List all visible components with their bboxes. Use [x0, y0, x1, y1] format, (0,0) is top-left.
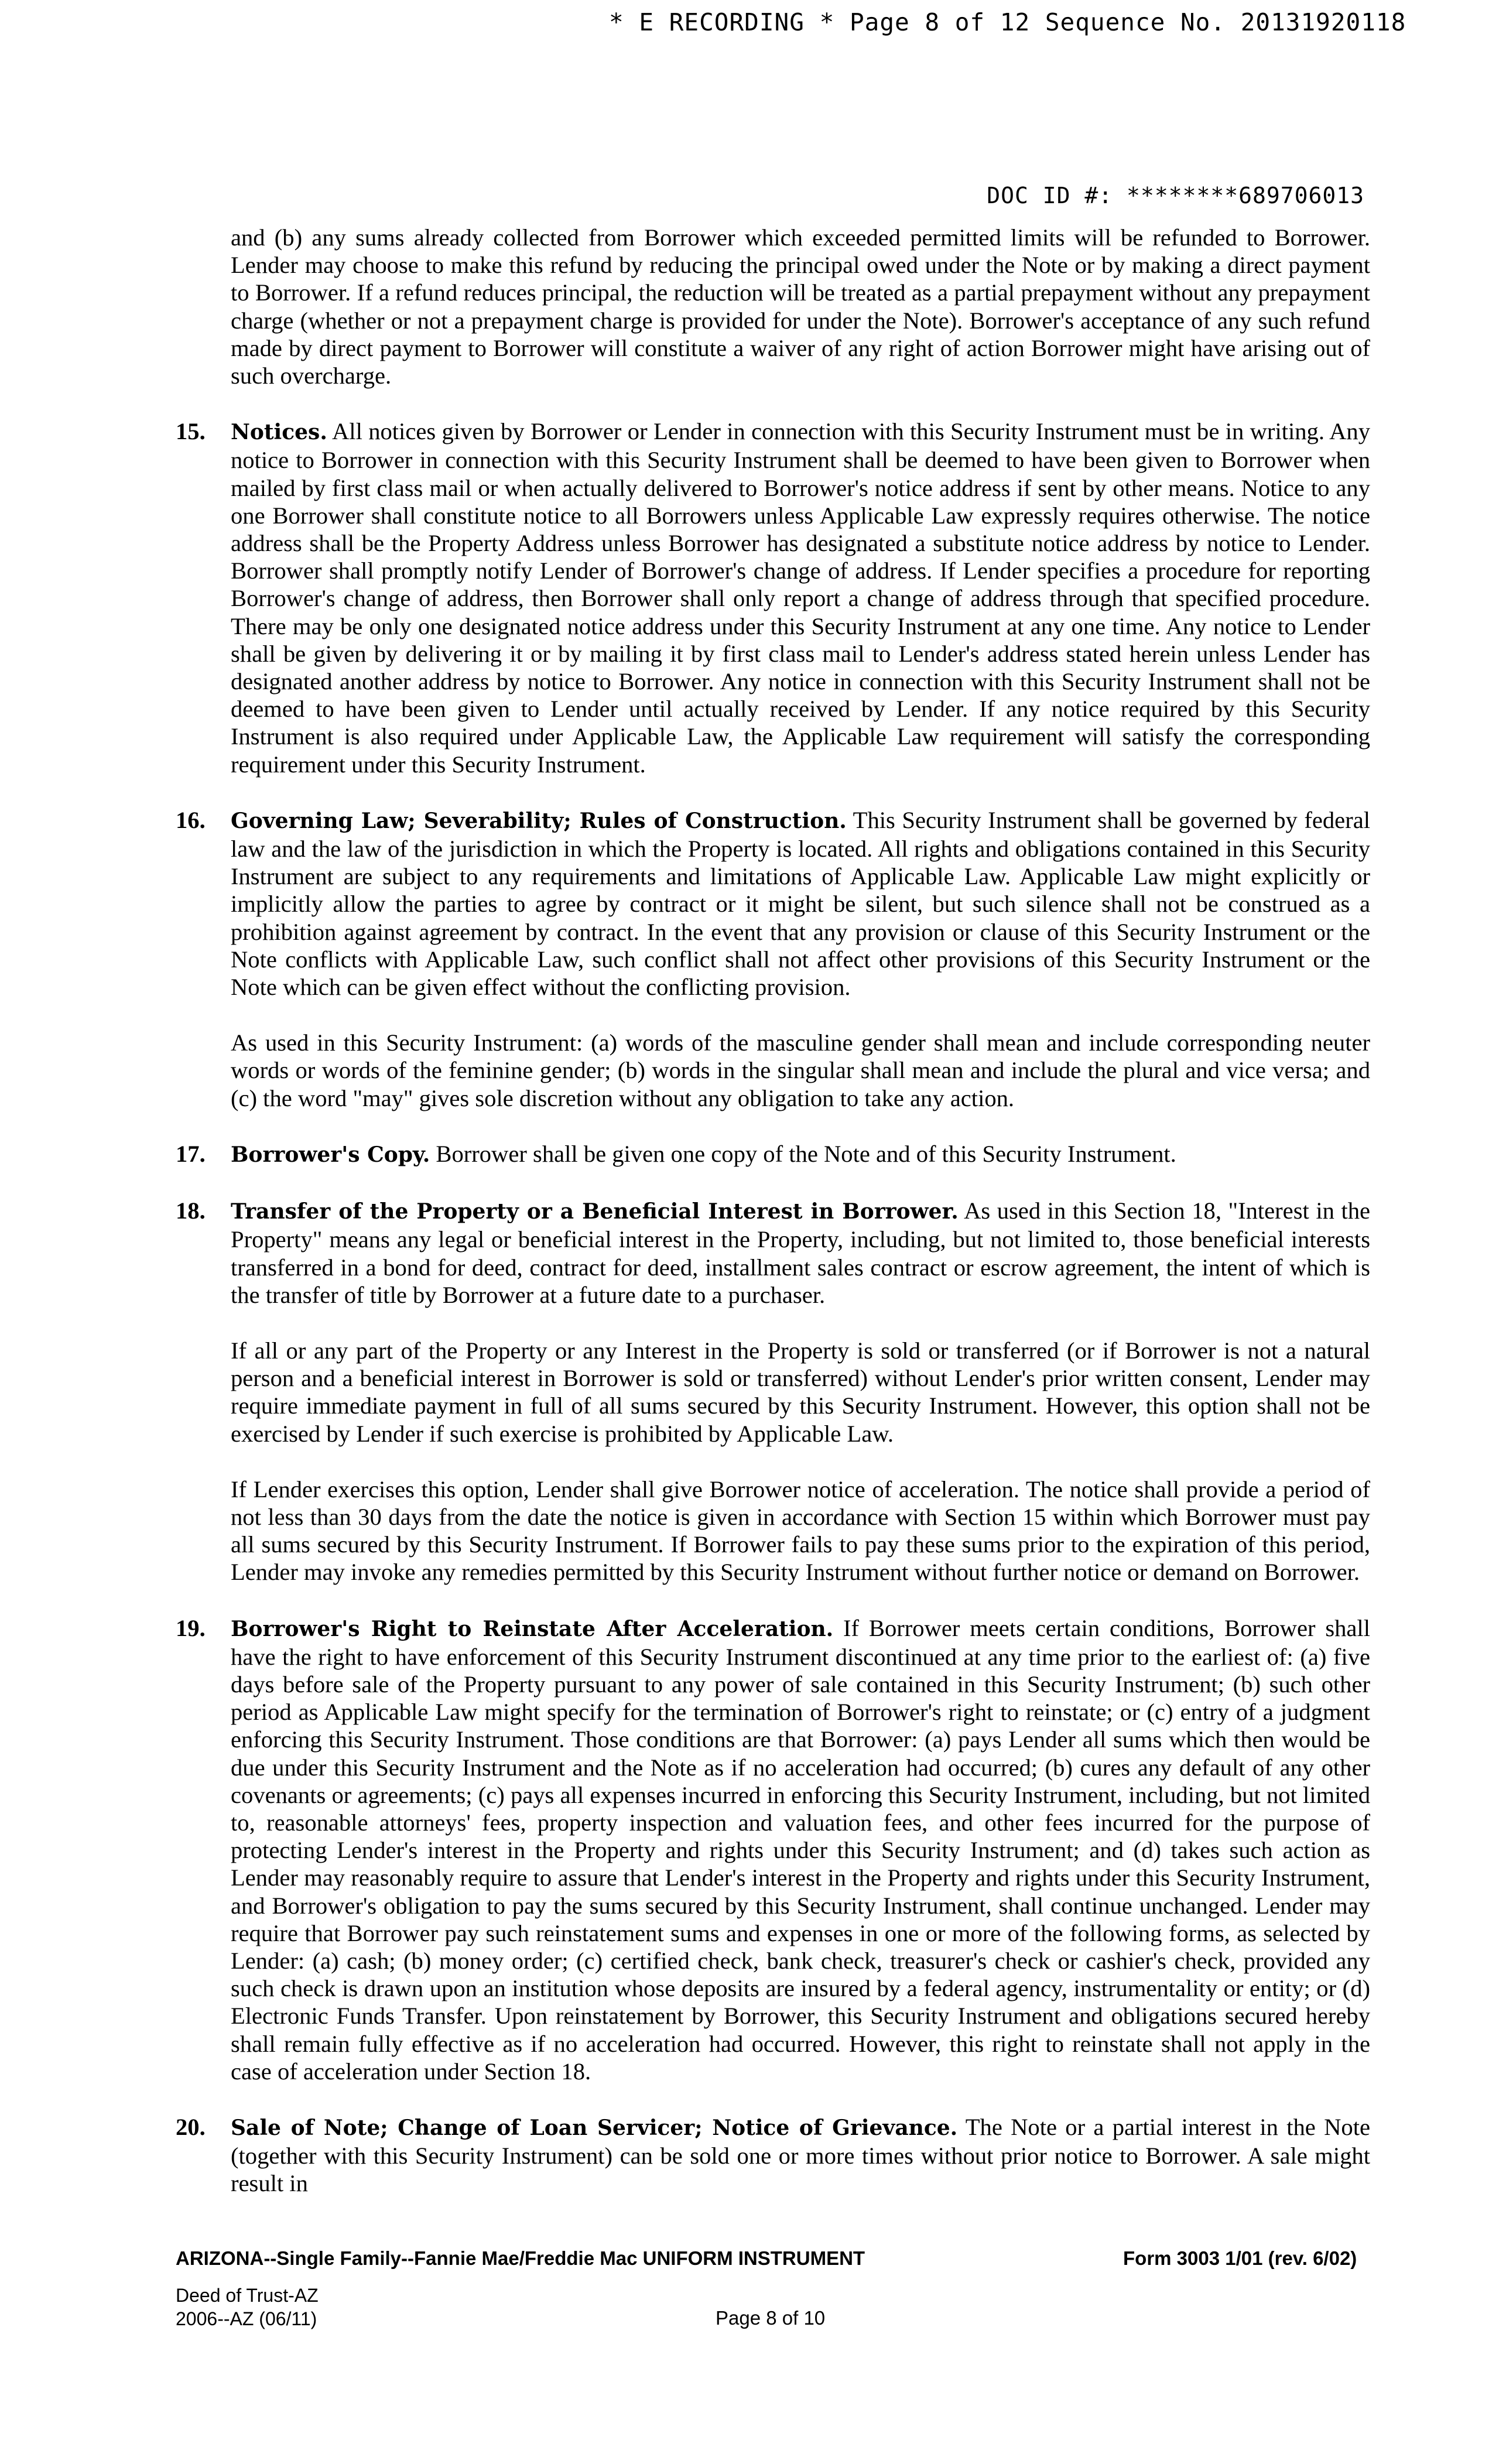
section-text: This Security Instrument shall be governed by federal law and the law of the jurisdiction in which the Property is located. All rights and obligations contained in this Security Instrument are subject to any requirements and limitations of Applicable Law. Applicable Law might explicitly or implicitly allow the parties to agree by contract or it might be silent, but such silence shall not be construed as a prohibition against agreement by contract. In the event that any provision or clause of this Security Instrument or the Note conflicts with Applicable Law, such conflict shall not affect other provisions of this Security Instrument or the Note which can be given effect without the conflicting provision.	[231, 806, 1370, 1001]
footer-doc-code: 2006--AZ (06/11)	[176, 2308, 317, 2329]
section-text: All notices given by Borrower or Lender in connection with this Security Instrument must be in writing. Any notice to Borrower in connection with this Security Instrument shall be deemed to have been given to Borrower when mailed by first class mail or when actually delivered to Borrower's notice address if sent by other means. Notice to any one Borrower shall constitute notice to all Borrowers unless Applicable Law expressly requires otherwise. The notice address shall be the Property Address unless Borrower has designated a substitute notice address by notice to Lender. Borrower shall promptly notify Lender of Borrower's change of address. If Lender specifies a procedure for reporting Borrower's change of address, then Borrower shall only report a change of address through that specified procedure. There may be only one designated notice address under this Security Instrument at any one time. Any notice to Lender shall be given by delivering it or by mailing it by first class mail to Lender's address stated herein unless Lender has designated another address by notice to Borrower. Any notice in connection with this Security Instrument shall not be deemed to have been given to Lender until actually received by Lender. If any notice required by this Security Instrument is also required under Applicable Law, the Applicable Law requirement will satisfy the corresponding requirement under this Security Instrument.	[231, 418, 1370, 778]
document-body	[176, 224, 1371, 2198]
section-text: If Lender exercises this option, Lender shall give Borrower notice of acceleration. The notice shall provide a period of not less than 30 days from the date the notice is given in accordance with Section 15 within which Borrower must pay all sums secured by this Security Instrument. If Borrower fails to pay these sums prior to the expiration of this period, Lender may invoke any remedies permitted by this Security Instrument without further notice or demand on Borrower.	[231, 1476, 1370, 1586]
section-number: 15.	[176, 418, 206, 445]
section-18	[176, 1197, 1371, 1586]
continuation-paragraph: and (b) any sums already collected from Borrower which exceeded permitted limits will be refunded to Borrower. Lender may choose to make this refund by reducing the principal owed under the Note or by making a direct payment to Borrower. If a refund reduces principal, the reduction will be treated as a partial prepayment without any prepayment charge (whether or not a prepayment charge is provided for under the Note). Borrower's acceptance of any such refund made by direct payment to Borrower will constitute a waiver of any right of action Borrower might have arising out of such overcharge.	[231, 224, 1370, 389]
section-15	[176, 417, 1370, 778]
section-19	[176, 1614, 1370, 2085]
section-text: As used in this Security Instrument: (a) words of the masculine gender shall mean and include corresponding neuter words or words of the feminine gender; (b) words in the singular shall mean and include the plural and vice versa; and (c) the word "may" gives sole discretion without any obligation to take any action.	[231, 1029, 1370, 1111]
section-text: If all or any part of the Property or any Interest in the Property is sold or transferred (or if Borrower is not a natural person and a beneficial interest in Borrower is sold or transferred) without Lender's prior written consent, Lender may require immediate payment in full of all sums secured by this Security Instrument. However, this option shall not be exercised by Lender if such exercise is prohibited by Applicable Law.	[231, 1337, 1370, 1447]
section-text: The Note or a partial interest in the Note (together with this Security Instrument) can be sold one or more times without prior notice to Borrower. A sale might result in	[231, 2113, 1370, 2197]
section-number: 16.	[176, 806, 206, 833]
footer-doc-info	[176, 2284, 319, 2330]
footer-page-number: Page 8 of 10	[716, 2307, 826, 2329]
footer-instrument: ARIZONA--Single Family--Fannie Mae/Freddie Mac UNIFORM INSTRUMENT	[176, 2247, 865, 2269]
section-heading: Borrower's Copy.	[231, 1142, 430, 1167]
section-text: As used in this Section 18, "Interest in the Property" means any legal or beneficial interest in the Property, including, but not limited to, those beneficial interests transferred in a bond for deed, contract for deed, installment sales contract or escrow agreement, the intent of which is the transfer of title by Borrower at a future date to a purchaser.	[231, 1197, 1371, 1308]
section-text: Borrower shall be given one copy of the Note and of this Security Instrument.	[436, 1140, 1176, 1167]
section-number: 18.	[176, 1197, 206, 1224]
section-number: 20.	[176, 2113, 206, 2140]
section-16	[176, 806, 1370, 1112]
doc-id: DOC ID #: ********689706013	[987, 183, 1364, 208]
section-heading: Governing Law; Severability; Rules of Construction.	[231, 808, 847, 833]
section-17	[176, 1140, 1370, 1169]
footer-form-number: Form 3003 1/01 (rev. 6/02)	[1123, 2247, 1357, 2269]
footer-doc-type: Deed of Trust-AZ	[176, 2285, 319, 2306]
section-heading: Sale of Note; Change of Loan Servicer; Notice of Grievance.	[231, 2115, 958, 2140]
section-number: 19.	[176, 1614, 206, 1641]
section-number: 17.	[176, 1140, 206, 1167]
section-text: If Borrower meets certain conditions, Borrower shall have the right to have enforcement of this Security Instrument discontinued at any time prior to the earliest of: (a) five days before sale of the Property pursuant to any power of sale contained in this Security Instrument; (b) such other period as Applicable Law might specify for the termination of Borrower's right to reinstate; or (c) entry of a judgment enforcing this Security Instrument. Those conditions are that Borrower: (a) pays Lender all sums which then would be due under this Security Instrument and the Note as if no acceleration had occurred; (b) cures any default of any other covenants or agreements; (c) pays all expenses incurred in enforcing this Security Instrument, including, but not limited to, reasonable attorneys' fees, property inspection and valuation fees, and other fees incurred for the purpose of protecting Lender's interest in the Property and rights under this Security Instrument; and (d) takes such action as Lender may reasonably require to assure that Lender's interest in the Property and rights under this Security Instrument, and Borrower's obligation to pay the sums secured by this Security Instrument, shall continue unchanged. Lender may require that Borrower pay such reinstatement sums and expenses in one or more of the following forms, as selected by Lender: (a) cash; (b) money order; (c) certified check, bank check, treasurer's check or cashier's check, provided any such check is drawn upon an institution whose deposits are insured by a federal agency, instrumentality or entity; or (d) Electronic Funds Transfer. Upon reinstatement by Borrower, this Security Instrument and obligations secured hereby shall remain fully effective as if no acceleration had occurred. However, this right to reinstate shall not apply in the case of acceleration under Section 18.	[231, 1614, 1370, 2085]
section-heading: Borrower's Right to Reinstate After Acceleration.	[231, 1616, 834, 1641]
section-heading: Notices.	[231, 420, 327, 445]
recording-header: * E RECORDING * Page 8 of 12 Sequence No. 20131920118	[609, 8, 1406, 36]
section-20	[176, 2113, 1370, 2198]
section-heading: Transfer of the Property or a Beneficial Interest in Borrower.	[231, 1199, 959, 1224]
